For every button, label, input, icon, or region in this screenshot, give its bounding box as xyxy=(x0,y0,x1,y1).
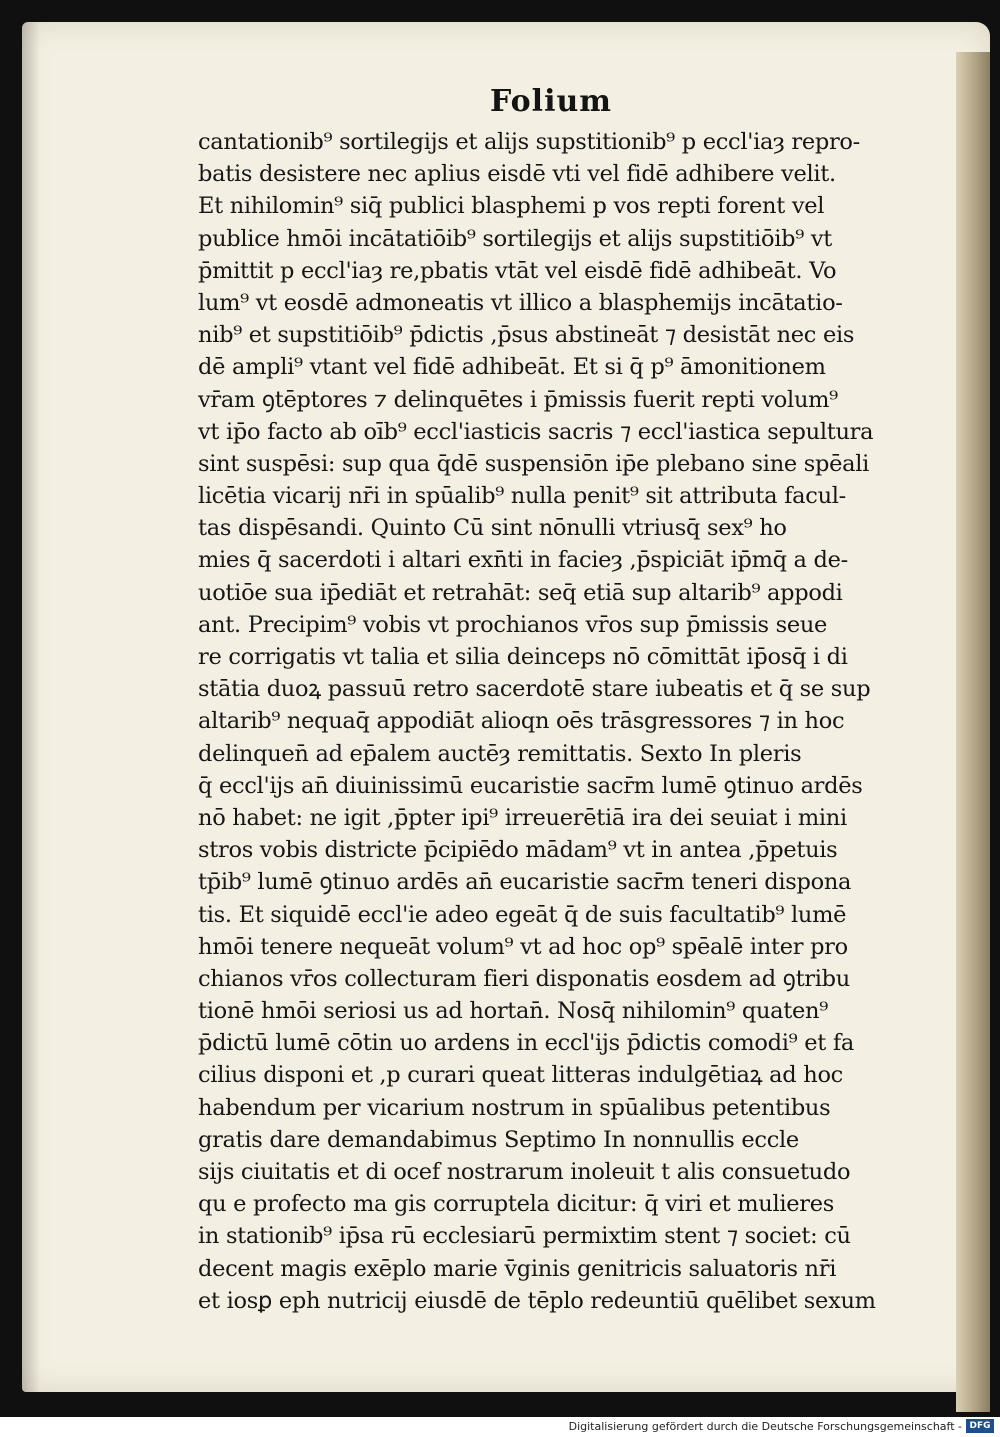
text-line: gratis dare demandabimus Septimo In nonnullis eccle xyxy=(198,1126,799,1153)
text-line: licētia vicarij nr̄i in spūalib⁹ nulla penit⁹ sit attributa facul- xyxy=(198,483,846,510)
folio-heading: Folium xyxy=(490,84,613,119)
text-line: delinquen̄ ad ep̄alem auctēȝ remittatis. Sexto In pleris xyxy=(198,740,802,767)
dfg-logo: DFG xyxy=(966,1419,994,1433)
text-line: batis desistere nec aplius eisdē vti vel fidē adhibere velit. xyxy=(198,161,836,188)
text-line: p̄dictū lumē cōtin uo ardens in eccl'ijs p̄dictis comodi⁹ et fa xyxy=(198,1030,854,1057)
page-edge xyxy=(956,52,990,1412)
text-line: ant. Precipim⁹ vobis vt prochianos vr̄os sup p̄missis seue xyxy=(198,611,828,638)
text-line: chianos vr̄os collecturam fieri disponatis eosdem ad ꝯtribu xyxy=(198,965,850,992)
text-line: in stationib⁹ ip̄sa rū ecclesiarū permixtim stent ⁊ societ: cū xyxy=(198,1223,851,1250)
text-line: cilius disponi et ,p curari queat litteras indulgētiaꝝ ad hoc xyxy=(198,1062,843,1089)
text-line: vt ip̄o facto ab oīb⁹ eccl'iasticis sacris ⁊ eccl'iastica sepultura xyxy=(198,418,874,445)
text-line: sijs ciuitatis et di ocef nostrarum inoleuit t alis consuetudo xyxy=(198,1159,851,1185)
text-line: q̄ eccl'ijs an̄ diuinissimū eucaristie sacr̄m lumē ꝯtinuo ardēs xyxy=(198,772,863,799)
text-line: et iosꝑ eph nutricij eiusdē de tēplo redeuntiū quēlibet sexum xyxy=(198,1287,876,1314)
spine-shadow xyxy=(22,22,40,1392)
text-line: p̄mittit p eccl'iaȝ re,pbatis vtāt vel eisdē fidē adhibeāt. Vo xyxy=(198,257,837,284)
text-line: tis. Et siquidē eccl'ie adeo egeāt q̄ de suis facultatib⁹ lumē xyxy=(198,901,847,928)
text-line: lum⁹ vt eosdē admoneatis vt illico a blasphemijs incātatio- xyxy=(198,289,843,316)
text-line: tas dispēsandi. Quinto Cū sint nōnulli vtriusq̄ sex⁹ ho xyxy=(198,515,787,542)
text-line: hmōi tenere nequeāt volum⁹ vt ad hoc op⁹ spēalē inter pro xyxy=(198,933,848,960)
footer-bar xyxy=(0,1417,1000,1437)
text-line: qu e profecto ma gis corruptela dicitur: q̄ viri et mulieres xyxy=(198,1191,835,1218)
text-line: stātia duoꝝ passuū retro sacerdotē stare iubeatis et q̄ se sup xyxy=(198,676,871,703)
text-line: stros vobis districte p̄cipiēdo mādam⁹ vt in antea ,p̄petuis xyxy=(198,837,838,864)
text-block xyxy=(198,126,898,1317)
text-line: decent magis exēplo marie v̄ginis genitricis saluatoris nr̄i xyxy=(198,1255,837,1282)
text-line: Et nihilomin⁹ siq̄ publici blasphemi p vos repti forent vel xyxy=(198,193,825,220)
text-line: tp̄ib⁹ lumē ꝯtinuo ardēs an̄ eucaristie sacr̄m teneri dispona xyxy=(198,869,852,896)
text-line: nō habet: ne igit ,p̄pter ipi⁹ irreuerētiā ira dei seuiat i mini xyxy=(198,804,847,831)
text-line: re corrigatis vt talia et silia deinceps nō cōmittāt ip̄osq̄ i di xyxy=(198,644,848,670)
text-line: nib⁹ et supstitiōib⁹ p̄dictis ,p̄sus abstineāt ⁊ desistāt nec eis xyxy=(198,322,855,349)
text-line: mies q̄ sacerdoti i altari exn̄ti in facieȝ ,p̄spiciāt ip̄mq̄ a de- xyxy=(198,547,848,574)
text-line: altarib⁹ nequaq̄ appodiāt alioqn oēs trāsgressores ⁊ in hoc xyxy=(198,708,845,735)
text-line: cantationib⁹ sortilegijs et alijs supstitionib⁹ p eccl'iaȝ repro- xyxy=(198,129,860,155)
text-line: tionē hmōi seriosi us ad hortan̄. Nosq̄ nihilomin⁹ quaten⁹ xyxy=(198,998,828,1025)
text-line: publice hmōi incātatiōib⁹ sortilegijs et alijs supstitiōib⁹ vt xyxy=(198,225,832,252)
text-line: vr̄am ꝯtēptores ⁊ delinquētes i p̄missis fuerit repti volum⁹ xyxy=(198,386,838,413)
digitization-credit: Digitalisierung gefördert durch die Deutsche Forschungsgemeinschaft - xyxy=(568,1420,962,1433)
text-line: uotiōe sua ip̄ediāt et retrahāt: seq̄ etiā sup altarib⁹ appodi xyxy=(198,579,843,606)
text-line: sint suspēsi: sup qua q̄dē suspensiōn ip̄e plebano sine spēali xyxy=(198,450,870,477)
text-line: habendum per vicarium nostrum in spūalibus petentibus xyxy=(198,1094,831,1121)
text-line: dē ampli⁹ vtant vel fidē adhibeāt. Et si q̄ p⁹ āmonitionem xyxy=(198,354,826,381)
